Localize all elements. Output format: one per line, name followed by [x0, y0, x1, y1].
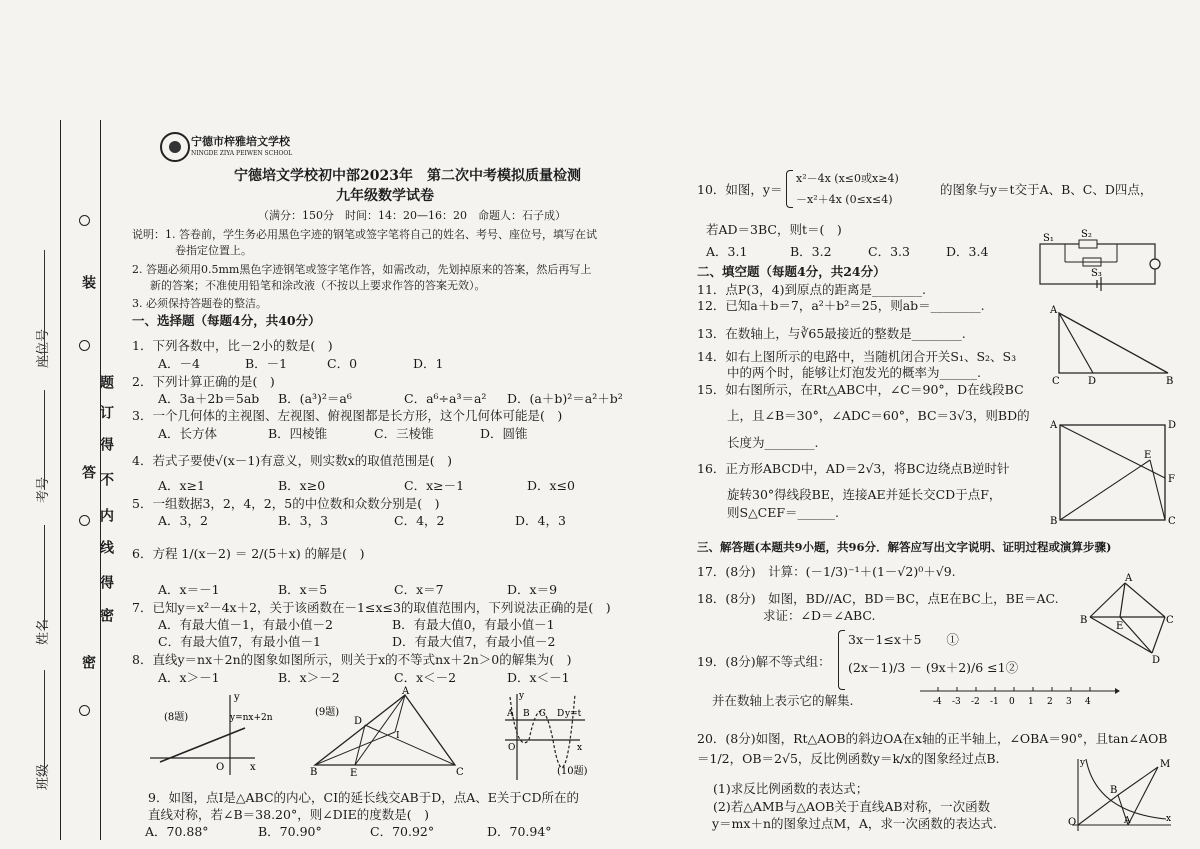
fig8-line-label: y=nx+2n — [230, 713, 273, 723]
fig16-E: E — [1144, 450, 1152, 461]
q2-option-b: B．(a³)²＝a⁶ — [278, 391, 352, 406]
q14-line2: 中的两个时，能够让灯泡发光的概率为______. — [727, 365, 981, 380]
q4-stem: 4．若式子要使√(x－1)有意义，则实数x的取值范围是( ) — [132, 453, 452, 468]
seal-char: 不 — [98, 472, 114, 486]
fig15-C: C — [1052, 376, 1060, 387]
q6-option-d: D．x＝9 — [507, 582, 558, 597]
q9-stem-line1: 9．如图，点I是△ABC的内心，CI的延长线交AB于D，点A、E关于CD所在的 — [148, 790, 579, 805]
q1-option-c: C．0 — [327, 356, 358, 371]
seal-char: 题 — [98, 375, 114, 389]
q15-line3: 长度为________. — [727, 435, 819, 450]
q4-option-d: D．x≤0 — [527, 478, 575, 493]
fig10-D: D — [557, 709, 565, 719]
figure-15 — [1050, 305, 1175, 387]
fig9-label: (9题) — [315, 707, 340, 718]
number-line-label: -3 — [952, 697, 961, 707]
q1-option-a: A．－4 — [158, 356, 200, 371]
fig9-A: A — [402, 686, 410, 697]
q7-stem: 7．已知y＝x²－4x＋2，关于该函数在－1≤x≤3的取值范围内，下列说法正确的是( ) — [132, 600, 611, 615]
q16-line1: 16．正方形ABCD中，AD＝2√3，将BC边绕点B逆时针 — [697, 461, 1010, 476]
q9-stem-line2: 直线对称，若∠B＝38.20°，则∠DIE的度数是( ) — [148, 807, 430, 822]
q10-case-1: x²－4x (x≤0或x≥4) — [796, 172, 899, 185]
fig10-label: (10题) — [557, 766, 588, 777]
section-2-title: 二、填空题（每题4分，共24分） — [697, 264, 886, 279]
fig16-A: A — [1050, 420, 1058, 431]
q6-stem: 6．方程 1/(x－2) ＝ 2/(5＋x) 的解是( ) — [132, 546, 365, 561]
fig16-F: F — [1168, 474, 1175, 485]
seal-char: 密 — [80, 655, 96, 669]
fig10-x: x — [577, 743, 583, 753]
binding-hole — [79, 215, 90, 226]
fig9-E: E — [350, 768, 358, 779]
seal-char: 得 — [98, 575, 114, 589]
fig9-C: C — [456, 767, 464, 778]
instruction-line: 新的答案；不准使用铅笔和涂改液（不按以上要求作答的答案无效）。 — [150, 279, 486, 292]
fig10-line-label: y=t — [565, 709, 582, 719]
q15-line1: 15．如右图所示，在Rt△ABC中，∠C＝90°，D在线段BC — [697, 382, 1024, 397]
q9-option-a: A．70.88° — [145, 824, 209, 839]
circuit-s3: S₃ — [1091, 268, 1102, 279]
q2-option-d: D．(a＋b)²＝a²＋b² — [507, 391, 623, 406]
q18-line2: 求证：∠D＝∠ABC. — [763, 608, 876, 623]
fig15-D: D — [1088, 376, 1097, 387]
q7-option-d: D．有最大值7，有最小值－2 — [392, 634, 556, 649]
q9-option-b: B．70.90° — [258, 824, 322, 839]
q10-option-b: B．3.2 — [790, 244, 832, 259]
q19-tail: 并在数轴上表示它的解集. — [712, 693, 854, 708]
q7-option-b: B．有最大值0，有最小值－1 — [392, 617, 555, 632]
q20-line2: ＝1/2，OB＝2√5，反比例函数y＝k/x的图象经过点B. — [697, 751, 1000, 766]
name-blank-line — [44, 525, 45, 630]
school-logo — [160, 132, 190, 162]
figure-8 — [150, 690, 273, 780]
q12: 12．已知a＋b＝7，a²＋b²＝25，则ab＝________. — [697, 298, 985, 313]
q16-line2: 旋转30°得线段BE，连接AE并延长交CD于点F， — [727, 487, 1002, 502]
section-1-title: 一、选择题（每题4分，共40分） — [132, 313, 321, 328]
number-line-label: -2 — [971, 697, 980, 707]
fig15-A: A — [1050, 305, 1058, 316]
instruction-line: 卷指定位置上。 — [175, 244, 252, 257]
seat-blank-line — [44, 250, 45, 360]
q5-option-a: A．3，2 — [158, 513, 208, 528]
q1-stem: 1．下列各数中，比－2小的数是( ) — [132, 338, 333, 353]
q10-option-c: C．3.3 — [868, 244, 910, 259]
q3-option-d: D．圆锥 — [480, 426, 528, 441]
q5-option-c: C．4，2 — [394, 513, 445, 528]
fig16-D: D — [1168, 420, 1177, 431]
school-name-logo-sub: NINGDE ZIYA PEIWEN SCHOOL — [191, 150, 293, 157]
q10-prefix: 10．如图，y＝ — [697, 182, 783, 197]
q2-option-c: C．a⁶÷a³＝a² — [404, 391, 487, 406]
fig8-origin: O — [216, 762, 225, 773]
fig9-I: I — [396, 731, 400, 741]
exam-subtitle: 九年级数学试卷 — [336, 188, 434, 204]
binding-hole — [79, 515, 90, 526]
seal-char: 密 — [98, 608, 114, 622]
fig18-E: E — [1116, 621, 1124, 632]
fig8-label: (8题) — [164, 712, 189, 723]
fig15-B: B — [1166, 376, 1174, 387]
q4-option-b: B．x≥0 — [278, 478, 326, 493]
figure-9 — [310, 686, 464, 779]
circuit-diagram — [1035, 229, 1165, 292]
circuit-s1: S₁ — [1043, 233, 1054, 244]
q20-line1: 20．(8分)如图，Rt△AOB的斜边OA在x轴的正半轴上，∠OBA＝90°，且tan∠AOB — [697, 731, 1168, 746]
q10-option-a: A．3.1 — [706, 244, 748, 259]
binding-line-outer — [60, 120, 61, 840]
number-line — [920, 686, 1120, 711]
q20-line4: (2)若△AMB与△AOB关于直线AB对称，一次函数 — [713, 799, 991, 814]
q2-option-a: A．3a＋2b＝5ab — [158, 391, 260, 406]
q5-option-b: B．3，3 — [278, 513, 329, 528]
q10-option-d: D．3.4 — [946, 244, 989, 259]
q4-option-a: A．x≥1 — [158, 478, 206, 493]
q2-stem: 2．下列计算正确的是( ) — [132, 374, 275, 389]
q19-inequality-1: 3x－1≤x＋5 ① — [848, 632, 959, 647]
fig10-A: A — [507, 709, 514, 719]
number-line-label: 0 — [1009, 697, 1015, 707]
q7-option-c: C．有最大值7，有最小值－1 — [158, 634, 321, 649]
class-label: 班级 — [36, 763, 51, 790]
q5-stem: 5．一组数据3，2，4，2，5的中位数和众数分别是( ) — [132, 496, 440, 511]
fig20-origin: O — [1068, 817, 1077, 828]
seal-char: 内 — [98, 508, 114, 522]
q19-brace — [838, 630, 845, 690]
instruction-line: 3. 必须保持答题卷的整洁。 — [132, 297, 267, 310]
q3-option-c: C．三棱锥 — [374, 426, 434, 441]
q8-option-b: B．x＞－2 — [278, 670, 340, 685]
seal-char: 答 — [80, 465, 96, 479]
seal-char: 订 — [98, 405, 114, 419]
fig20-x: x — [1166, 814, 1172, 824]
exam-title: 宁德培文学校初中部2023年 第二次中考模拟质量检测 — [234, 168, 581, 184]
q4-option-c: C．x≥－1 — [404, 478, 465, 493]
q9-option-c: C．70.92° — [370, 824, 435, 839]
seal-char: 得 — [98, 437, 114, 451]
figure-20 — [1066, 757, 1176, 832]
q8-option-c: C．x＜－2 — [394, 670, 457, 685]
q11: 11．点P(3，4)到原点的距离是________. — [697, 282, 926, 297]
q8-option-a: A．x＞－1 — [158, 670, 220, 685]
fig16-B: B — [1050, 516, 1058, 527]
q1-option-b: B．－1 — [245, 356, 288, 371]
seal-char: 装 — [80, 275, 96, 289]
fig20-M: M — [1160, 759, 1171, 770]
fig9-B: B — [310, 767, 318, 778]
q5-option-d: D．4，3 — [515, 513, 566, 528]
q6-option-a: A．x＝－1 — [158, 582, 220, 597]
fig8-x: x — [250, 762, 256, 773]
exam-no-label: 考号 — [36, 476, 51, 503]
q6-option-b: B．x＝5 — [278, 582, 328, 597]
q19-inequality-2: (2x－1)/3 － (9x＋2)/6 ≤1② — [848, 660, 1019, 675]
figure-16 — [1050, 420, 1175, 525]
q6-option-c: C．x＝7 — [394, 582, 444, 597]
number-line-label: 2 — [1047, 697, 1053, 707]
fig20-A: A — [1124, 816, 1131, 826]
q20-line3: (1)求反比例函数的表达式； — [713, 781, 869, 796]
fig20-B: B — [1110, 785, 1118, 796]
q20-line5: y＝mx＋n的图象过点M，A，求一次函数的表达式. — [712, 816, 997, 831]
instruction-line: 2. 答题必须用0.5mm黑色字迹钢笔或签字笔作答，如需改动，先划掉原来的答案，然后再写上 — [132, 263, 592, 276]
q13: 13．在数轴上，与∛65最接近的整数是________. — [697, 326, 966, 341]
fig10-origin: O — [508, 743, 516, 753]
q19-label: 19．(8分)解不等式组： — [697, 654, 831, 669]
q10-case-2: －x²＋4x (0≤x≤4) — [796, 193, 893, 206]
q3-option-a: A．长方体 — [158, 426, 218, 441]
fig20-y: y — [1080, 758, 1086, 768]
figure-18 — [1080, 573, 1174, 666]
q9-option-d: D．70.94° — [487, 824, 552, 839]
fig10-y: y — [519, 691, 525, 701]
q7-option-a: A．有最大值－1，有最小值－2 — [158, 617, 333, 632]
q17: 17．(8分) 计算：(－1/3)⁻¹＋(1－√2)⁰＋√9. — [697, 564, 956, 579]
number-line-label: 1 — [1028, 697, 1034, 707]
q14-line1: 14．如右上图所示的电路中，当随机闭合开关S₁、S₂、S₃ — [697, 349, 1017, 364]
number-line-label: -4 — [933, 697, 942, 707]
q3-option-b: B．四棱锥 — [268, 426, 328, 441]
fig18-C: C — [1166, 615, 1174, 626]
number-line-label: 4 — [1085, 697, 1091, 707]
school-name-logo: 宁德市梓雅培文学校 — [191, 135, 290, 148]
q10-brace — [786, 170, 793, 208]
q15-line2: 上，且∠B＝30°，∠ADC＝60°，BC＝3√3，则BD的 — [727, 408, 1030, 423]
instruction-line: 说明：1. 答卷前，学生务必用黑色字迹的钢笔或签字笔将自己的姓名、考号、座位号，填写在试 — [132, 228, 597, 241]
number-line-label: -1 — [990, 697, 999, 707]
fig18-D: D — [1152, 655, 1161, 666]
fig9-D: D — [354, 716, 363, 727]
circuit-s2: S₂ — [1081, 229, 1092, 240]
fig10-C: C — [539, 709, 546, 719]
q1-option-d: D．1 — [413, 356, 444, 371]
q18-line1: 18．(8分) 如图，BD//AC，BD＝BC，点E在BC上，BE＝AC. — [697, 591, 1059, 606]
q8-option-d: D．x＜－1 — [507, 670, 570, 685]
figure-10 — [505, 692, 615, 782]
fig10-B: B — [523, 709, 530, 719]
section-3-title: 三、解答题(本题共9小题，共96分．解答应写出文字说明、证明过程或演算步骤) — [697, 540, 1112, 554]
q8-stem: 8．直线y＝nx＋2n的图象如图所示，则关于x的不等式nx＋2n＞0的解集为( ) — [132, 652, 572, 667]
q10-suffix: 的图象与y＝t交于A、B、C、D四点， — [940, 182, 1153, 197]
name-label: 姓名 — [36, 618, 51, 645]
seat-label: 座位号 — [36, 328, 51, 368]
fig18-B: B — [1080, 615, 1088, 626]
exam-meta: （满分：150分 时间：14：20—16：20 命题人：石子成） — [258, 209, 566, 222]
fig16-C: C — [1168, 516, 1176, 527]
class-blank-line — [44, 670, 45, 775]
fig18-A: A — [1125, 573, 1133, 584]
q16-line3: 则S△CEF＝______. — [727, 505, 840, 520]
q3-stem: 3．一个几何体的主视图、左视图、俯视图都是长方形，这个几何体可能是( ) — [132, 408, 563, 423]
logo-center — [169, 141, 181, 153]
q10-line2: 若AD＝3BC，则t＝( ) — [706, 222, 842, 237]
number-line-label: 3 — [1066, 697, 1072, 707]
exam-no-blank-line — [44, 390, 45, 490]
seal-char: 线 — [98, 540, 114, 554]
fig8-y: y — [234, 692, 240, 703]
binding-hole — [79, 705, 90, 716]
binding-hole — [79, 340, 90, 351]
